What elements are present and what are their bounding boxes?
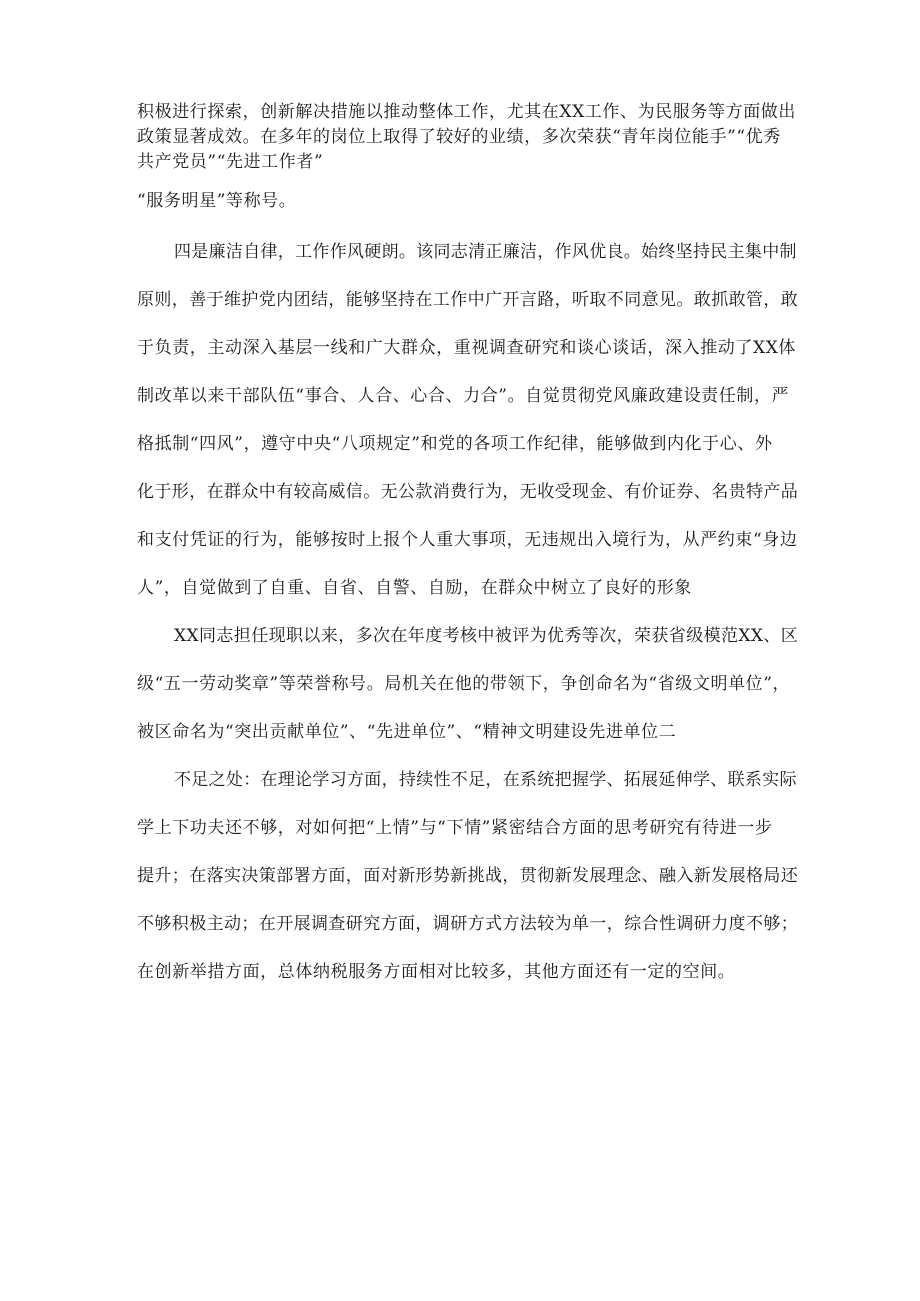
- paragraph-2-line-6: 化于形，在群众中有较高威信。无公款消费行为，无收受现金、有价证券、名贵特产品: [137, 482, 799, 502]
- paragraph-1-line-4: “服务明星”等称号。: [137, 191, 297, 211]
- paragraph-2-line-3: 于负责，主动深入基层一线和广大群众，重视调查研究和谈心谈话，深入推动了XX体: [137, 338, 797, 358]
- paragraph-2-line-2: 原则，善于维护党内团结，能够坚持在工作中广开言路，听取不同意见。敢抓敢管，敢: [137, 290, 799, 310]
- paragraph-1-line-2: 政策显著成效。在多年的岗位上取得了较好的业绩，多次荣获“青年岗位能手”“优秀: [137, 127, 781, 147]
- paragraph-1-line-3: 共产党员”“先进工作者”: [137, 152, 324, 172]
- paragraph-2-line-1: 四是廉洁自律，工作作风硬朗。该同志清正廉洁，作风优良。始终坚持民主集中制: [174, 242, 797, 262]
- paragraph-1-line-1: 积极进行探索，创新解决措施以推动整体工作，尤其在XX工作、为民服务等方面做出: [137, 102, 797, 122]
- paragraph-3-line-3: 被区命名为“突出贡献单位”、“先进单位”、“精神文明建设先进单位二: [137, 722, 677, 742]
- paragraph-4-line-4: 不够积极主动；在开展调查研究方面，调研方式方法较为单一，综合性调研力度不够；: [137, 914, 799, 934]
- paragraph-2-line-5: 格抵制“四风”，遵守中央“八项规定”和党的各项工作纪律，能够做到内化于心、外: [137, 434, 773, 454]
- paragraph-2-line-4: 制改革以来干部队伍“事合、人合、心合、力合”。自觉贯彻党风廉政建设责任制，严: [137, 386, 790, 406]
- paragraph-4-line-5: 在创新举措方面，总体纳税服务方面相对比较多，其他方面还有一定的空间。: [137, 962, 736, 982]
- paragraph-4-line-3: 提升；在落实决策部署方面，面对新形势新挑战，贯彻新发展理念、融入新发展格局还: [137, 866, 799, 886]
- paragraph-3-line-2: 级“五一劳动奖章”等荣誉称号。局机关在他的带领下，争创命名为“省级文明单位”，: [137, 674, 791, 694]
- paragraph-4-line-1: 不足之处：在理论学习方面，持续性不足，在系统把握学、拓展延伸学、联系实际: [174, 770, 797, 790]
- paragraph-4-line-2: 学上下功夫还不够，对如何把“上情”与“下情”紧密结合方面的思考研究有待进一步: [137, 818, 773, 838]
- paragraph-2-line-7: 和支付凭证的行为，能够按时上报个人重大事项，无违规出入境行为，从严约束“身边: [137, 530, 798, 550]
- paragraph-2-line-8: 人”，自觉做到了自重、自省、自警、自励，在群众中树立了良好的形象: [137, 578, 692, 598]
- paragraph-3-line-1: XX同志担任现职以来，多次在年度考核中被评为优秀等次，荣获省级模范XX、区: [174, 626, 799, 646]
